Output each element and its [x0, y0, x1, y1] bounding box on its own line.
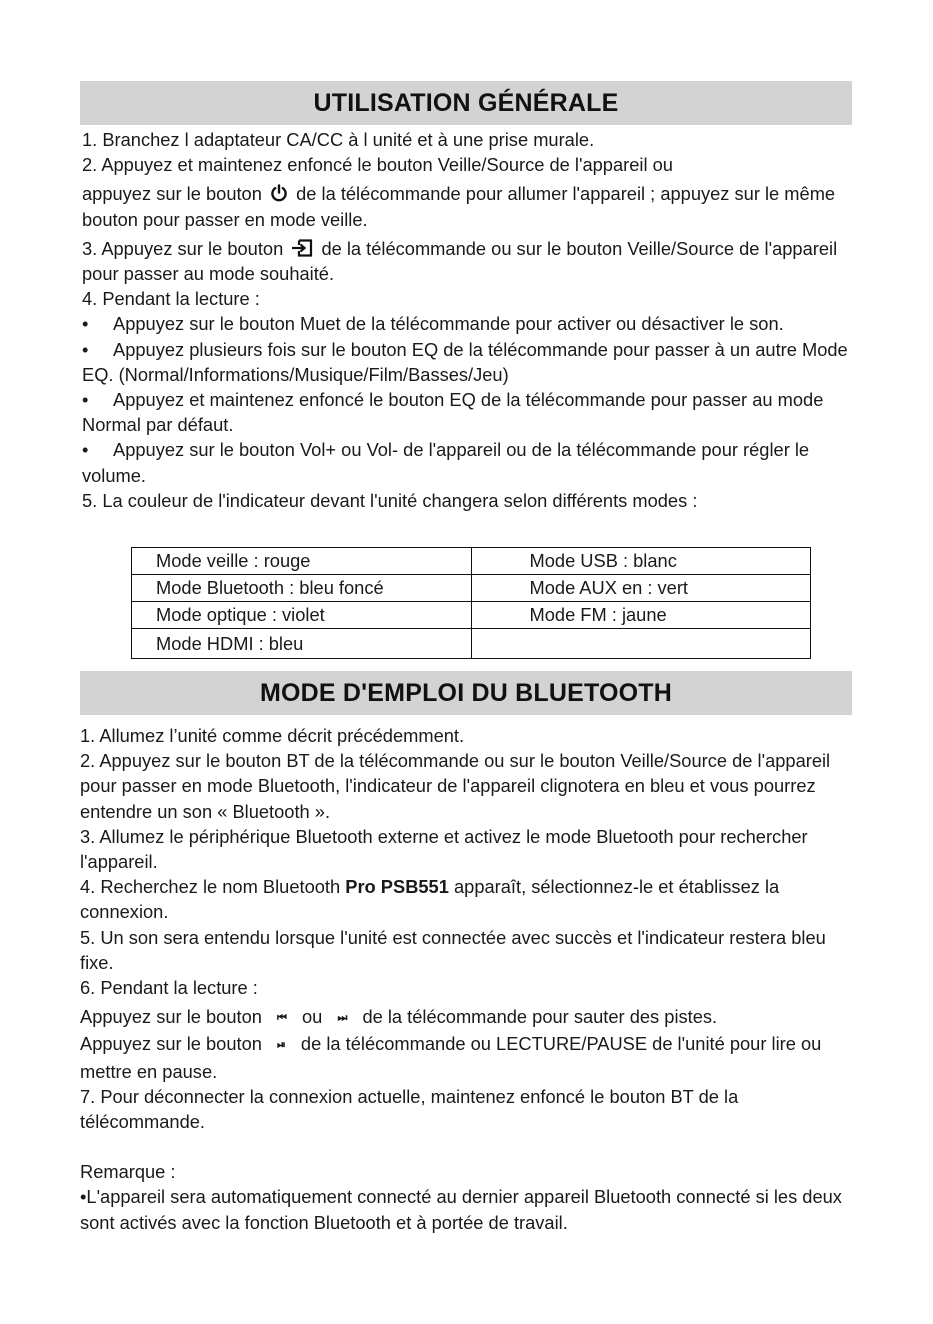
play-pause-line: Appuyez sur le bouton ⏯ de la télécommande ou LECTURE/PAUSE de l'unité pour lire ou mettre en pause.: [80, 1033, 822, 1082]
bluetooth-device-name: Pro PSB551: [345, 876, 449, 898]
indicator-modes-table: [131, 547, 811, 659]
table-row: [132, 575, 811, 602]
bt-step-4: 4. Recherchez le nom Bluetooth Pro PSB551 apparaît, sélectionnez-le et établissez la connexion.: [80, 876, 780, 923]
power-icon: [270, 184, 288, 202]
table-row: [132, 548, 811, 575]
bt-step-5: 5. Un son sera entendu lorsque l'unité est connectée avec succès et l'indicateur restera bleu fixe.: [80, 926, 826, 973]
step-2a: 2. Appuyez et maintenez enfoncé le bouton Veille/Source de l'appareil ou: [82, 154, 673, 176]
skip-tracks-line: Appuyez sur le bouton ⏮ ou ⏭ de la télécommande pour sauter des pistes.: [80, 1004, 852, 1031]
source-input-icon: [291, 239, 313, 257]
section-title-bluetooth: [80, 671, 852, 715]
bt-step-7: 7. Pour déconnecter la connexion actuelle, maintenez enfoncé le bouton BT de la télécommande.: [80, 1085, 739, 1133]
bt-step-2: 2. Appuyez sur le bouton BT de la télécommande ou sur le bouton Veille/Source de l'appareil pour passer en mode Bluetooth, l'indicateur de l'appareil clignotera en bleu et vous pourrez entendre un son « Bluetooth ».: [80, 750, 831, 822]
section-title-text: UTILISATION GÉNÉRALE: [313, 88, 619, 117]
note-text: •L'appareil sera automatiquement connecté au dernier appareil Bluetooth connecté si les deux sont activés avec la fonction Bluetooth et à portée de travail.: [80, 1186, 842, 1233]
table-cell: Mode HDMI : bleu: [132, 629, 472, 659]
previous-track-icon: ⏮: [277, 1012, 285, 1025]
bullet-item: • Appuyez et maintenez enfoncé le bouton EQ de la télécommande pour passer au mode Normal par défaut.: [82, 389, 824, 436]
bluetooth-instructions: [80, 723, 852, 1235]
next-track-icon: ⏭: [337, 1012, 346, 1025]
bt-step-3: 3. Allumez le périphérique Bluetooth externe et activez le mode Bluetooth pour rechercher l'appareil.: [80, 825, 808, 873]
table-cell: Mode FM : jaune: [471, 602, 811, 629]
general-use-instructions: [82, 127, 854, 513]
play-pause-icon: ⏯: [277, 1039, 284, 1052]
step-4: 4. Pendant la lecture :: [82, 288, 260, 310]
note-title: Remarque :: [80, 1161, 176, 1183]
bullet-item: • Appuyez plusieurs fois sur le bouton EQ de la télécommande pour passer à un autre Mode EQ. (Normal/Informations/Musique/Film/Basses/Jeu): [82, 338, 848, 385]
table-cell: Mode Bluetooth : bleu foncé: [132, 575, 472, 602]
section-title-text: MODE D'EMPLOI DU BLUETOOTH: [259, 678, 673, 707]
step-2b: appuyez sur le bouton de la télécommande pour allumer l'appareil ; appuyez sur le même bouton pour passer en mode veille.: [82, 183, 836, 230]
step-1: 1. Branchez l adaptateur CA/CC à l unité et à une prise murale.: [82, 129, 595, 150]
bt-step-6: 6. Pendant la lecture :: [80, 977, 258, 999]
table-cell: Mode AUX en : vert: [471, 575, 811, 602]
section-title-general-use: [80, 81, 852, 125]
table-cell: Mode optique : violet: [132, 602, 472, 629]
bullet-item: • Appuyez sur le bouton Muet de la télécommande pour activer ou désactiver le son.: [82, 313, 784, 335]
table-row: [132, 629, 811, 659]
table-row: [132, 602, 811, 629]
table-cell: Mode veille : rouge: [132, 548, 472, 575]
bullet-item: • Appuyez sur le bouton Vol+ ou Vol- de l'appareil ou de la télécommande pour régler le volume.: [82, 439, 810, 486]
step-5: 5. La couleur de l'indicateur devant l'unité changera selon différents modes :: [82, 489, 698, 511]
table-cell: Mode USB : blanc: [471, 548, 811, 575]
table-cell: [471, 629, 811, 659]
bt-step-1: 1. Allumez l’unité comme décrit précédemment.: [80, 725, 465, 746]
step-3: 3. Appuyez sur le bouton de la télécommande ou sur le bouton Veille/Source de l'appareil pour passer au mode souhaité.: [82, 237, 838, 285]
